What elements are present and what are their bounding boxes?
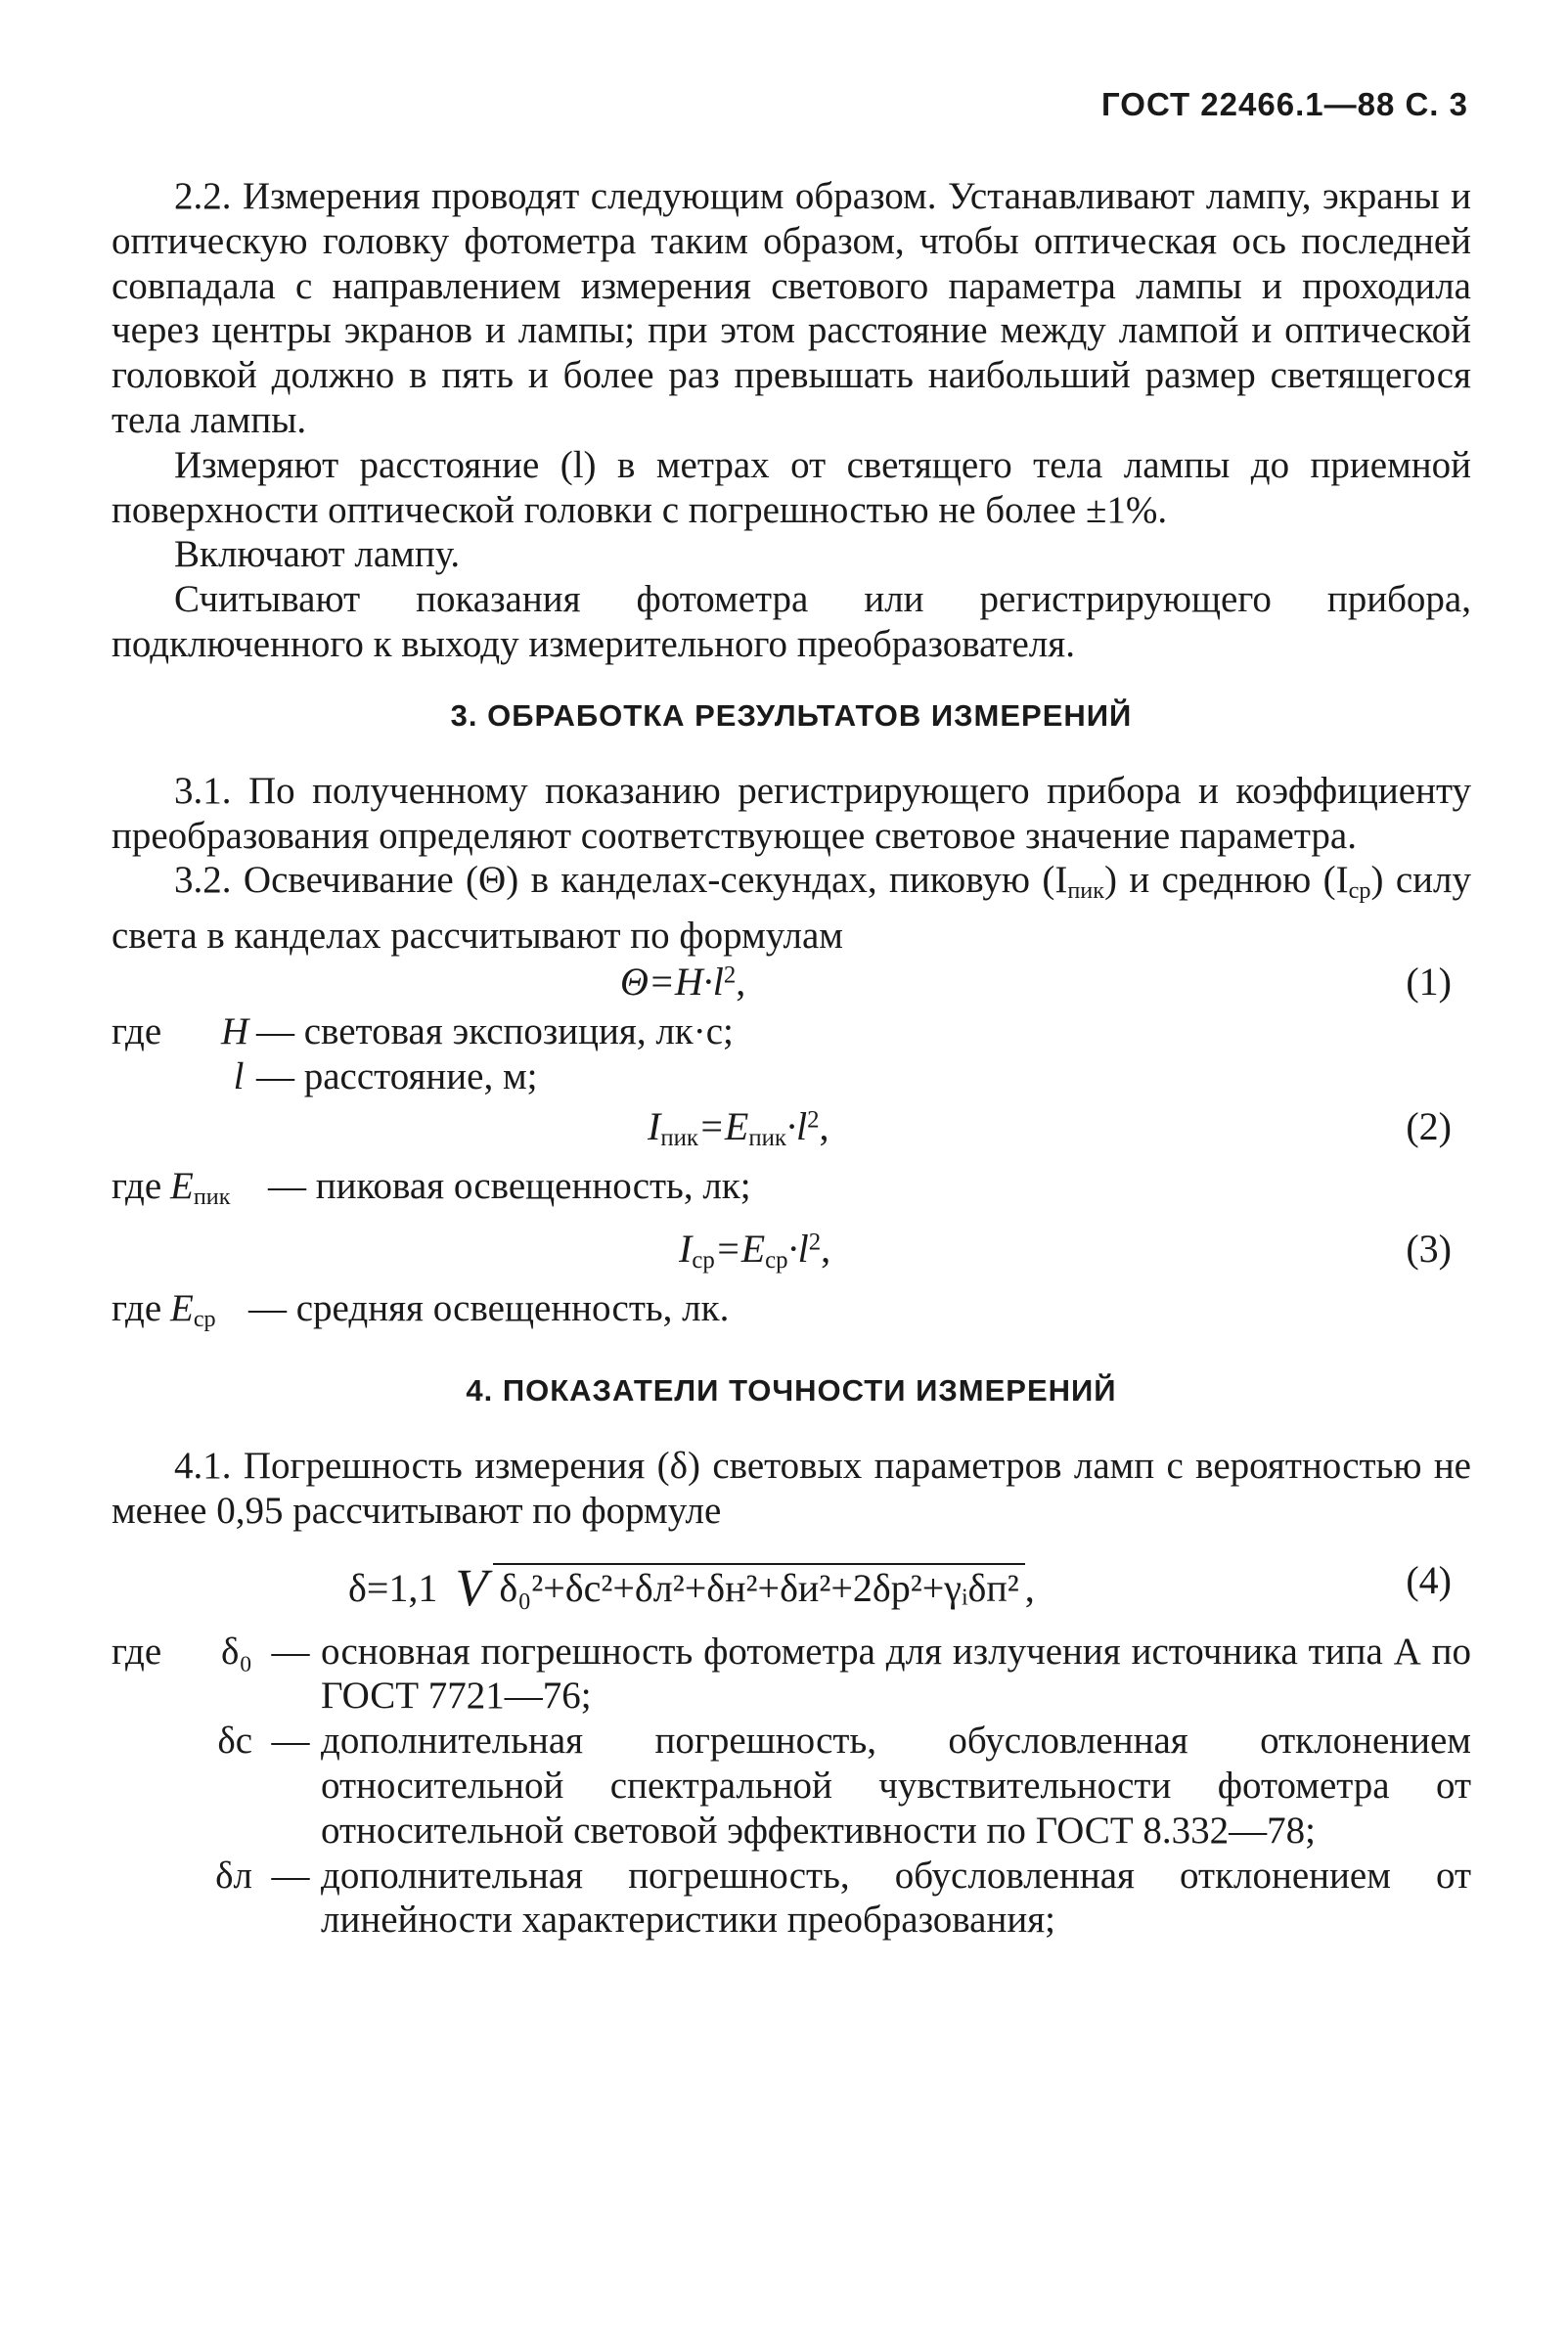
definition-item: δс — дополнительная погрешность, обусловленная отклонением относительной спектральной чувствительности фотометра от относительной световой эффективности по ГОСТ 8.332—78; bbox=[217, 1720, 1471, 1852]
paragraph-read: Считывают показания фотометра или регистрирующего прибора, подключенного к выходу измерительного преобразователя. bbox=[112, 578, 1471, 665]
where-block-2: где $E_{пик}$ — пиковая освещенность, лк; bbox=[112, 1164, 751, 1211]
where-block-1: где H — световая экспозиция, лк·с; l — расстояние, м; bbox=[112, 1009, 734, 1097]
radicand: δ₀²+δс²+δл²+δн²+δи²+2δр²+γᵢδп² bbox=[493, 1563, 1024, 1612]
section-3-heading: 3. ОБРАБОТКА РЕЗУЛЬТАТОВ ИЗМЕРЕНИЙ bbox=[450, 697, 1133, 733]
where-block-3: где $E_{ср}$ — средняя освещенность, лк. bbox=[112, 1287, 730, 1333]
formula-number-4: (4) bbox=[1406, 1557, 1452, 1602]
definition-item: где δ₀ — основная погрешность фотометра для излучения источника типа А по ГОСТ 7721—76; bbox=[112, 1630, 1471, 1718]
section-4-heading: 4. ПОКАЗАТЕЛИ ТОЧНОСТИ ИЗМЕРЕНИЙ bbox=[466, 1373, 1117, 1408]
paragraph-distance: Измеряют расстояние (l) в метрах от светящего тела лампы до приемной поверхности оптической головки с погрешностью не более ±1%. bbox=[112, 443, 1471, 531]
paragraph-switch-on: Включают лампу. bbox=[174, 533, 461, 576]
formula-number-2: (2) bbox=[1406, 1103, 1452, 1148]
paragraph-3-2: 3.2. Освечивание (Θ) в канделах-секундах, пиковую $(I_{пик})$ и среднюю $(I_{ср})$ силу света в канделах рассчитывают по формулам bbox=[112, 859, 1471, 958]
formula-number-3: (3) bbox=[1406, 1227, 1452, 1272]
formula-4: δ=1,1 V δ₀²+δс²+δл²+δн²+δи²+2δр²+γᵢδп² , (4) bbox=[348, 1557, 1452, 1617]
radical-sign: V bbox=[455, 1557, 488, 1617]
formula-3: $I_{ср}=E_{ср}\cdot l^2$, (3) bbox=[679, 1227, 1452, 1274]
paragraph-3-1: 3.1. По полученному показанию регистрирующего прибора и коэффициенту преобразования определяют соответствующее световое значение параметра. bbox=[112, 769, 1471, 857]
formula-number-1: (1) bbox=[1406, 959, 1452, 1004]
paragraph-4-1: 4.1. Погрешность измерения (δ) световых параметров ламп с вероятностью не менее 0,95 рассчитывают по формуле bbox=[112, 1445, 1471, 1532]
definitions-list bbox=[112, 1630, 1471, 1944]
page-content bbox=[112, 174, 1471, 1943]
formula-2: $I_{пик}=E_{пик}\cdot l^2$, (2) bbox=[648, 1103, 1452, 1152]
formula-1: $\Theta=H\cdot l^2$, (1) bbox=[620, 959, 1452, 1004]
paragraph-2-2: 2.2. Измерения проводят следующим образом. Устанавливают лампу, экраны и оптическую головку фотометра таким образом, чтобы оптическая ось последней совпадала с направлением измерения светового параметра лампы и проходила через центры экранов и лампы; при этом расстояние между лампой и оптической головкой должно в пять и более раз превышать наибольший размер светящегося тела лампы. bbox=[112, 175, 1471, 441]
page-header: ГОСТ 22466.1—88 С. 3 bbox=[1101, 86, 1468, 122]
definition-item: δл — дополнительная погрешность, обусловленная отклонением от линейности характеристики преобразования; bbox=[215, 1854, 1471, 1942]
